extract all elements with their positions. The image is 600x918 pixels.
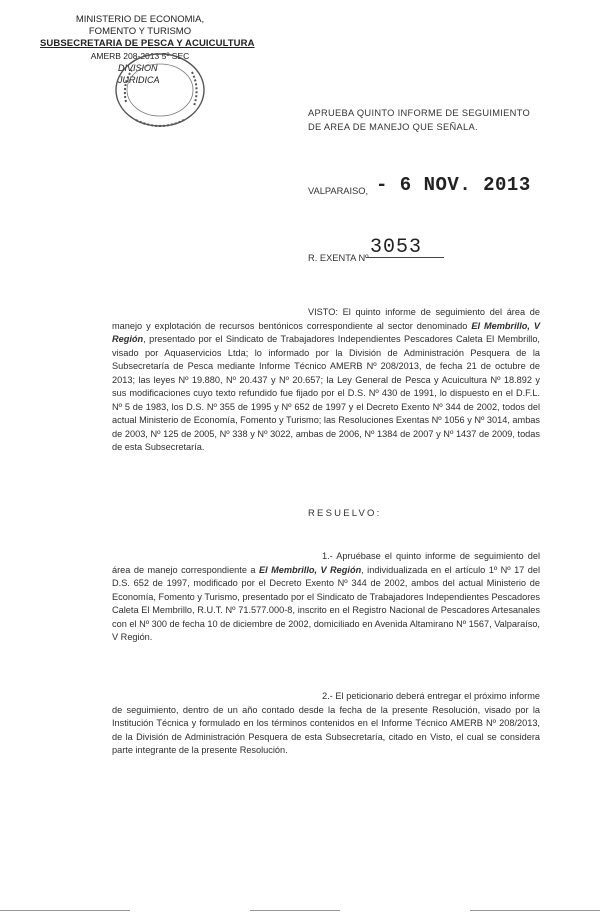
ministry-name: MINISTERIO DE ECONOMIA, (75, 14, 205, 25)
undersecretariat-name: SUBSECRETARIA DE PESCA Y ACUICULTURA (40, 38, 255, 49)
resolution-item-1 (112, 550, 540, 645)
resolution-number-underline (366, 257, 444, 258)
issue-date-stamp: - 6 NOV. 2013 (376, 174, 531, 196)
visto-text-end: , presentado por el Sindicato de Trabajadores Independientes Pescadores Caleta El Membrillo, visado por Aquaservicios Ltda; lo informado por la División de Administración Pesquera de la Subsecretaría de Pesca mediante Informe Técnico AMERB Nº 208/2013, de fecha 21 de octubre de 2013; las leyes Nº 19.880, Nº 20.437 y Nº 20.657; la Ley General de Pesca y Acuicultura Nº 18.892 y sus modificaciones cuyo texto refundido fue fijado por el D.S. Nº 430 de 1991, lo dispuesto en el D.F.L. Nº 5 de 1983, los D.S. Nº 355 de 1995 y Nº 652 de 1997 y el Decreto Exento Nº 344 de 2002, todos del actual Ministerio de Economía, Fomento y Turismo; las Resoluciones Exentas Nº 1056 y Nº 3014, ambas de 2003, Nº 125 de 2005, Nº 338 y Nº 3022, ambas de 2006, Nº 1384 de 2007 y Nº 1437 de 2009, todas de esta Subsecretaría. (112, 334, 541, 452)
item-2-text: 2.- El peticionario deberá entregar el próximo informe de seguimiento, dentro de un año contado desde la fecha de la presente Resolución, visado por la Institución Técnica y formulado en los términos contenidos en el Informe Técnico AMERB Nº 208/2013, de la División de Administración Pesquera de esta Subsecretaría, citado en Visto, el cual se considera parte integrante de la presente Resolución. (112, 691, 540, 755)
item-1-sector-name: El Membrillo, V Región (258, 564, 362, 575)
resolution-item-2 (112, 690, 540, 758)
item-1-text-end: , individualizada en el artículo 1º Nº 17 del D.S. 652 de 1997, modificado por el Decreto Exento Nº 344 de 2002, ambos del actual Ministerio de Economía, Fomento y Turismo, presentado por el Sindicato de Trabajadores Independientes Pescadores Caleta El Membrillo, R.U.T. Nº 71.577.000-8, inscrito en el Registro Nacional de Pescadores Artesanales con el Nº 300 de fecha 10 de diciembre de 2002, domiciliado en Avenida Altamirano Nº 1567, Valparaíso, V Región. (112, 564, 540, 642)
visto-paragraph (112, 306, 540, 455)
resuelvo-heading: RESUELVO: (308, 508, 382, 519)
place-label: VALPARAISO, (308, 186, 369, 196)
footer-rule-right (470, 910, 600, 912)
file-reference: AMERB 208-2013 5º SEC (90, 51, 190, 61)
visto-sector-name: El Membrillo, V Región (112, 320, 540, 344)
resolution-number: 3053 (370, 236, 423, 259)
item-1-text-start: 1.- Apruébase el quinto informe de seguimiento del área de manejo correspondiente a (112, 551, 540, 575)
division-name: JURIDICA (118, 75, 160, 85)
official-seal-stamp (112, 50, 208, 130)
footer-rule-left (0, 910, 130, 912)
division-label: DIVISION (118, 63, 158, 73)
footer-rule-middle (250, 910, 340, 912)
resolution-label: R. EXENTA Nº (308, 253, 369, 263)
visto-text-start: VISTO: El quinto informe de seguimiento del área de manejo y explotación de recursos bentónicos correspondiente al sector denominado (112, 307, 540, 331)
ministry-name-cont: FOMENTO Y TURISMO (88, 26, 192, 37)
document-subject: APRUEBA QUINTO INFORME DE SEGUIMIENTO DE AREA DE MANEJO QUE SEÑALA. (308, 108, 531, 132)
